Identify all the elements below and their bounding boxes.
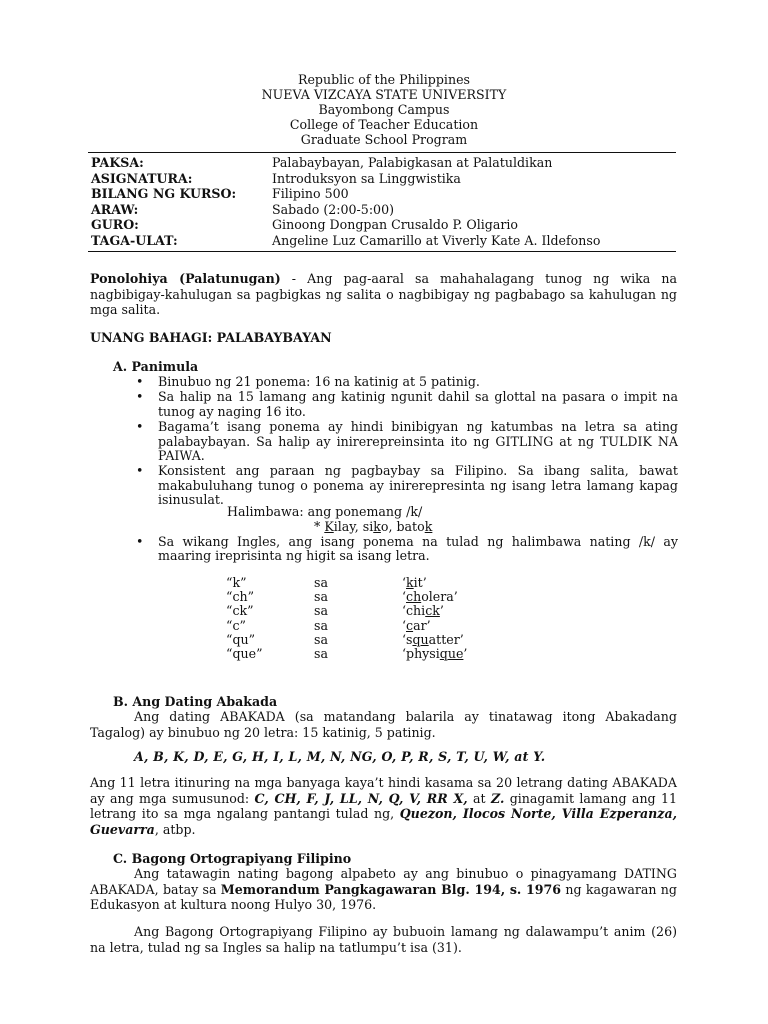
table-row: “que” sa ‘physique’ — [226, 646, 468, 662]
info-label: ASIGNATURA: — [91, 170, 193, 186]
top-divider — [88, 152, 676, 153]
header-program: Graduate School Program — [300, 132, 468, 147]
info-table — [91, 155, 676, 249]
info-row-kurso — [91, 186, 676, 202]
table-row: “ck” sa ‘chick’ — [226, 603, 444, 619]
info-row-taga-ulat — [91, 233, 676, 249]
letter-example-table — [226, 576, 467, 661]
table-row: “k” sa ‘kit’ — [226, 575, 427, 590]
info-value: Angeline Luz Camarillo at Viverly Kate A. Ildefonso — [272, 232, 601, 248]
example-words: * Kilay, siko, batok — [314, 519, 433, 534]
info-row-paksa — [91, 155, 676, 171]
header-college: College of Teacher Education — [289, 117, 479, 132]
table-row: “ch” sa ‘cholera’ — [226, 589, 458, 605]
bottom-divider — [88, 251, 676, 252]
section-b-para2: Ang 11 letra itinuring na mga banyaga kaya’t hindi kasama sa 20 letrang dating ABAKADA ay ang mga sumusunod: C, CH, F, J, LL, N, Q, V, RR X, at Z. ginagamit lamang ang 11 letrang ito sa mga ngalang pantangi tulad ng, Quezon, Ilocos Norte, Villa Ezperanza, Guevarra, atbp. — [90, 775, 678, 837]
table-row: “c” sa ‘car’ — [226, 617, 431, 633]
intro-text: - Ang pag-aaral sa mahahalagang tunog ng wika na nagbibigay-kahulugan sa pagbigkas ng salita o nagbibigay ng pagbabago sa kahulugan ng mga salita. — [90, 271, 677, 318]
info-label: GURO: — [91, 217, 139, 233]
section-a-bullets — [136, 374, 678, 509]
intro-term: Ponolohiya (Palatunugan) — [90, 271, 281, 286]
part1-title: UNANG BAHAGI: PALABAYBAYAN — [90, 330, 332, 345]
example-star: * — [314, 519, 321, 534]
bullet-icon: • — [136, 374, 144, 389]
list-item: • Sa wikang Ingles, ang isang ponema na tulad ng halimbawa nating /k/ ay maaring ireprisinta ng higit sa isang letra. — [136, 534, 678, 564]
info-label: ARAW: — [91, 201, 139, 217]
info-label: BILANG NG KURSO: — [91, 186, 237, 202]
table-row: “qu” sa ‘squatter’ — [226, 631, 464, 647]
list-item: • Binubuo ng 21 ponema: 16 na katinig at 5 patinig. — [136, 374, 480, 389]
bullet-icon: • — [136, 534, 144, 549]
list-item: • Bagama’t isang ponema ay hindi binibigyan ng katumbas na letra sa ating palabaybayan. Sa halip ay inirerepreinsinta ito ng GITLING at ng TULDIK NA PAIWA. — [136, 419, 678, 464]
list-item: • Sa halip na 15 lamang ang katinig ngunit dahil sa glottal na pasara o impit na tunog ay naging 16 ito. — [136, 389, 678, 419]
section-c-para2: Ang Bagong Ortograpiyang Filipino ay bubuoin lamang ng dalawampu’t anim (26) na letra, tulad ng sa Ingles sa halip na tatlumpu’t isa (31). — [90, 924, 677, 955]
intro-paragraph — [90, 271, 677, 318]
info-label: TAGA-ULAT: — [91, 232, 178, 248]
section-a-bullet5 — [136, 534, 678, 565]
section-c-title: C. Bagong Ortograpiyang Filipino — [113, 851, 352, 866]
example-label: Halimbawa: ang ponemang /k/ — [227, 504, 423, 519]
info-value: Introduksyon sa Linggwistika — [272, 170, 461, 186]
bullet-icon: • — [136, 389, 144, 405]
info-value: Palabaybayan, Palabigkasan at Palatuldikan — [272, 155, 553, 170]
bullet-icon: • — [136, 419, 144, 435]
bullet-icon: • — [136, 463, 144, 479]
info-row-asignatura — [91, 171, 676, 187]
header-university: NUEVA VIZCAYA STATE UNIVERSITY — [261, 87, 507, 102]
info-row-guro — [91, 217, 676, 233]
section-b-title: B. Ang Dating Abakada — [113, 694, 278, 709]
info-value: Filipino 500 — [272, 186, 349, 202]
abakada-alphabet: A, B, K, D, E, G, H, I, L, M, N, NG, O, P, R, S, T, U, W, at Y. — [134, 749, 546, 764]
info-value: Sabado (2:00-5:00) — [272, 201, 394, 217]
info-label: PAKSA: — [91, 155, 144, 170]
header-campus: Bayombong Campus — [318, 102, 450, 117]
header-republic: Republic of the Philippines — [297, 72, 470, 87]
section-c-para1: Ang tatawagin nating bagong alpabeto ay ang binubuo o pinagyamang DATING ABAKADA, batay sa Memorandum Pangkagawaran Blg. 194, s. 1976 ng kagawaran ng Edukasyon at kultura noong Hulyo 30, 1976. — [90, 866, 677, 913]
section-b-para1: Ang dating ABAKADA (sa matandang balarila ay tinatawag itong Abakadang Tagalog) ay binubuo ng 20 letra: 15 katinig, 5 patinig. — [90, 709, 677, 740]
section-a-title: A. Panimula — [113, 359, 199, 374]
info-value: Ginoong Dongpan Crusaldo P. Oligario — [272, 217, 518, 233]
info-row-araw — [91, 202, 676, 218]
list-item: • Konsistent ang paraan ng pagbaybay sa Filipino. Sa ibang salita, bawat makabuluhang tunog o ponema ay inirerepresinta ng isang letra lamang kapag isinusulat. — [136, 463, 678, 508]
